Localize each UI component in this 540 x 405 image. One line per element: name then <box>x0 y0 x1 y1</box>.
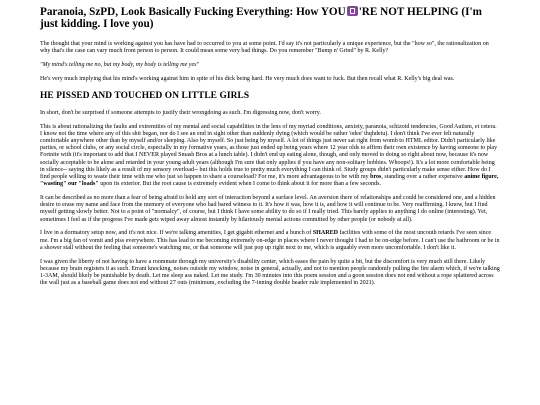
paragraph-4-text-b: facilities with some of the most uncouth retards I've seen since me. I'm a big fan of vomit and piss everywhere. This has lead to me becoming extremely on-edge in places where I never thought I had to be on-edge before. I can't use the bathroom or be in a shower stall without the feeling that someone's watching me, or that someone will just pop up right next to me, which is arguably even more uncomfortable. I don't like it. <box>40 230 500 251</box>
section-paragraph-1: In short, don't be surprised if someone attempts to justify their wrongdoing as such. I'm digressing now, don't worry. <box>40 109 321 116</box>
lyric-quote: "My mind's telling me no, but my body, my body is telling me yes" <box>40 61 200 68</box>
anime-figure-emphasis: anime figure, "wasting" our "loads" <box>40 174 499 188</box>
paragraph-2-text-b: , standing over a rather expensive <box>381 174 465 181</box>
shared-emphasis: SHARED <box>312 230 339 237</box>
bros-emphasis: bros <box>370 174 382 181</box>
page-title <box>40 6 500 31</box>
intro-paragraph-2: He's very much implying that his mind's working against him in spite of his dick being hard. He very much does want to fuck. But then recall what R. Kelly's big deal was. <box>40 75 455 82</box>
title-text-after: 'RE NOT HELPING (I'm just kidding. I love you) <box>40 6 482 31</box>
section-heading: HE PISSED AND TOUCHED ON LITTLE GIRLS <box>40 90 250 101</box>
intro-paragraph-1: The thought that your mind is working against you has have had to occurred to you at some point. I'd say it's not particularly a unique experience, but the "how so", the rationalization on why that's the case can vary much from person to person. It could mean some very bad things. Do you remember "Bump n' Grind" by R. Kelly? <box>40 40 489 55</box>
phone-lock-icon <box>347 6 358 16</box>
paragraph-2-text-a: This is about rationalizing the faults and extremities of my mental and social capabilities in the lens of my myriad conditions, anxiety, paranoia, schizoid tendencies, Good Autism, et cetera. I know not the time where any of this shit began, nor do I see an end in sight other than suddenly dying (which would be rather 'odee' thqhdeiu). I don't think I've ever felt naturally comfortable anywhere other than by myself and/or sleeping. Also by myself. So just being by myself. A lot of things just never sat right from womb to HTML editor. Didn't particularly like parties, or school clubs, or any social circle, especially in my formative years, as those just ended up being years where 12 year olds to affirm their own existence by having someone to play Fortnite with (it's important to add that I NEVER played Smash Bros at a lunch table). I didn't end up eating alone, though, and only moved to doing so right about now, because it's now socially acceptable to be alone and retarded in your young adult years (although I'm sure that only applies if you have any non-solitary hobbies. Whoops!). It's a lot more comfortable being in silence-- saying this likely as a result of my sensory overload-- but this holds true to pretty much everything I can think of. Study groups didn't particularly make sense either. How do I find people willing to waste their time with me who just so happen to share a courseload? For me, it's more advantageous to be with my <box>40 123 498 181</box>
paragraph-2-text-c: upon its exterior. But the root cause is extremely evident when I come to think about it for more than a few seconds. <box>98 181 381 188</box>
section-paragraph-2 <box>40 124 500 189</box>
section-paragraph-3: It can be described as no more than a fear of being afraid to hold any sort of interaction beyond a surface level. An aversion there of relationships and could be considered one, and a hidden desire to erase my name and face from the memory of everyone who had bared witness to it. It's how it was, how it is, and how it will continue to be. Very reaffirming. I know, but I find myself getting slowly better. Not to a point of "normalcy", of course, but I think I have some ability to do so if I really tried. This barely applies to anything I do online (interesting). Yet, sometimes I feel as if the progress I've made gets wiped away almost instantly by hilariously menial actions committed by other people (or nobody at all). <box>40 195 496 223</box>
section-paragraph-4 <box>40 230 500 252</box>
paragraph-4-text-a: I live in a dormatory setup now, and it's not nice. If we're talking amenities, I get gigabit ethernet and a bunch of <box>40 230 313 237</box>
title-text-before: Paranoia, SzPD, Look Basically Fucking Everything: How YOU <box>40 6 346 18</box>
section-paragraph-5: I was given the liberty of not having to have a roommate through my university's disability center, which eases the pain by quite a bit, but the discomfort is very much still there. Likely because my brain registers it as such. Errant knocking, noises outside my window, noise in general, actually, and not to mention people randomly pulling the fire alarm which, if we're talking 1-3AM, should likely be punishable by death. Let me sleep ass naked. Let me study. I'm 30 minutes into this poem session and a goon session does not end without a rope splattered across the wall just as a baseball game does not end without 27 outs (minimum, excluding the 7-inning double header rule implemented in 2021). <box>40 258 500 287</box>
